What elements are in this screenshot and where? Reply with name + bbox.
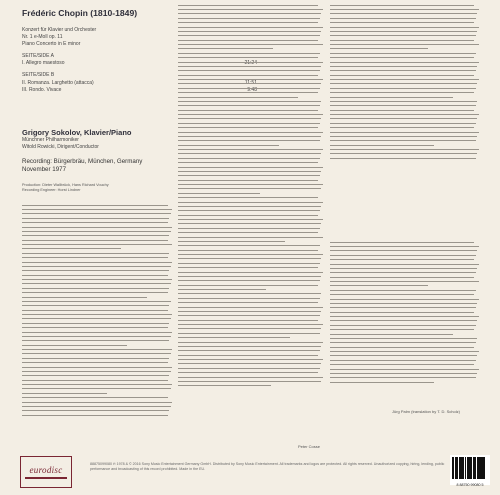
text-line — [22, 270, 169, 273]
barcode — [450, 455, 490, 485]
text-line — [330, 369, 479, 372]
text-line — [178, 27, 323, 30]
side-b-label: SEITE/SIDE B — [22, 72, 55, 79]
text-line — [22, 367, 172, 370]
text-line — [178, 355, 318, 358]
text-line — [178, 381, 321, 384]
text-line — [178, 258, 321, 261]
recording-location: Recording: Bürgerbräu, München, Germany — [22, 158, 143, 165]
text-line — [330, 320, 477, 323]
text-line — [22, 262, 172, 265]
track-time: 11:51 — [244, 79, 257, 86]
text-line — [22, 345, 127, 348]
text-line — [330, 31, 477, 34]
text-line — [178, 285, 318, 288]
text-line — [330, 259, 474, 262]
text-line — [178, 35, 320, 38]
text-line — [178, 241, 285, 244]
text-line — [22, 222, 168, 225]
text-line — [178, 368, 320, 371]
text-line — [178, 237, 323, 240]
text-line — [22, 209, 172, 212]
text-line — [330, 351, 479, 354]
text-line — [22, 358, 169, 361]
text-line — [330, 35, 476, 38]
text-line — [330, 342, 476, 345]
text-line — [178, 263, 320, 266]
text-line — [22, 257, 168, 260]
text-line — [330, 347, 474, 350]
text-line — [330, 382, 434, 385]
text-line — [178, 188, 321, 191]
text-line — [178, 18, 320, 21]
text-line — [178, 97, 298, 100]
text-line — [22, 318, 171, 321]
work-line: Piano Concerto in E minor — [22, 41, 81, 47]
text-line — [178, 175, 320, 178]
text-line — [178, 307, 323, 310]
text-line — [178, 267, 318, 270]
text-line — [22, 397, 168, 400]
text-line — [22, 266, 171, 269]
text-line — [22, 248, 121, 251]
text-line — [330, 264, 479, 267]
text-line — [178, 171, 321, 174]
text-line — [330, 285, 428, 288]
text-line — [178, 359, 323, 362]
text-line — [330, 294, 474, 297]
text-line — [330, 255, 476, 258]
text-line — [330, 364, 474, 367]
text-line — [330, 127, 474, 130]
credit-line: Production: Dieter Wallbrück, Hans Richard Vouchy — [22, 183, 109, 187]
text-line — [178, 127, 318, 130]
text-line — [22, 353, 171, 356]
text-line — [330, 27, 479, 30]
text-line — [178, 145, 279, 148]
text-line — [178, 350, 320, 353]
text-line — [330, 145, 434, 148]
text-line — [22, 406, 171, 409]
barcode-bar — [484, 457, 485, 479]
barcode-number: 8 88750 99080 5 — [456, 483, 484, 487]
text-line — [178, 88, 320, 91]
track-title: II. Romanza. Larghetto (attacca) — [22, 79, 94, 86]
text-line — [330, 373, 477, 376]
track-title: III. Rondo. Vivace — [22, 86, 62, 93]
logo-wordmark: eurodisc — [29, 465, 63, 475]
text-line — [178, 48, 273, 51]
track-time: 9:48 — [247, 86, 257, 93]
text-line — [178, 289, 266, 292]
text-line — [178, 158, 320, 161]
text-line — [178, 206, 321, 209]
text-line — [178, 40, 318, 43]
text-line — [330, 118, 477, 121]
text-line — [22, 310, 168, 313]
track-time: 21:24 — [244, 60, 257, 67]
text-line — [22, 240, 168, 243]
text-line — [178, 105, 320, 108]
text-line — [330, 9, 479, 12]
text-line — [22, 332, 172, 335]
text-line — [330, 97, 453, 100]
text-line — [178, 223, 321, 226]
text-line — [178, 193, 260, 196]
text-line — [330, 18, 476, 21]
orchestra: Münchner Philharmoniker — [22, 137, 79, 143]
text-line — [330, 123, 476, 126]
text-line — [330, 281, 479, 284]
text-line — [178, 298, 320, 301]
translator-credit: Peter Cosse — [298, 444, 321, 449]
text-line — [178, 320, 318, 323]
side-a-label: SEITE/SIDE A — [22, 53, 54, 59]
text-line — [178, 333, 320, 336]
text-line — [330, 62, 479, 65]
text-line — [178, 245, 320, 248]
text-line — [330, 355, 477, 358]
text-line — [22, 227, 172, 230]
text-line — [330, 101, 477, 104]
recording-info — [22, 158, 174, 174]
text-line — [22, 253, 169, 256]
text-line — [330, 114, 479, 117]
track-title: I. Allegro maestoso — [22, 60, 65, 67]
text-line — [330, 83, 477, 86]
text-line — [330, 299, 479, 302]
text-line — [178, 44, 323, 47]
text-line — [330, 88, 476, 91]
text-line — [178, 385, 271, 388]
text-line — [178, 272, 323, 275]
text-line — [330, 242, 474, 245]
text-line — [330, 268, 477, 271]
translator-credit-en: Jürg Palm (translation by T. D. Scholz) — [392, 409, 460, 414]
text-line — [22, 410, 169, 413]
text-line — [178, 118, 321, 121]
text-line — [178, 162, 318, 165]
text-line — [178, 101, 321, 104]
text-line — [330, 153, 477, 156]
text-line — [22, 235, 169, 238]
text-line — [330, 360, 476, 363]
text-line — [178, 5, 318, 8]
text-line — [178, 66, 321, 69]
text-line — [178, 184, 323, 187]
text-line — [330, 246, 479, 249]
text-line — [330, 53, 476, 56]
text-line — [178, 363, 321, 366]
text-line — [330, 75, 474, 78]
text-line — [178, 293, 321, 296]
performers — [22, 128, 174, 150]
text-line — [178, 110, 318, 113]
text-line — [178, 180, 318, 183]
text-line — [178, 202, 323, 205]
catalog-number: 88875099080 — [90, 462, 112, 466]
text-line — [22, 297, 147, 300]
text-line — [330, 303, 477, 306]
text-line — [22, 327, 168, 330]
liner-notes-german-2 — [178, 3, 324, 443]
text-line — [22, 231, 171, 234]
text-line — [178, 324, 323, 327]
text-line — [330, 158, 476, 161]
text-line — [178, 311, 321, 314]
text-line — [178, 9, 323, 12]
text-line — [330, 44, 479, 47]
text-line — [330, 48, 428, 51]
soloist: Grigory Sokolov, Klavier/Piano — [22, 128, 132, 137]
text-line — [330, 132, 479, 135]
text-line — [22, 362, 168, 365]
liner-notes-english-2 — [330, 240, 480, 408]
text-line — [330, 22, 474, 25]
text-line — [178, 123, 320, 126]
text-line — [178, 315, 320, 318]
text-line — [22, 244, 172, 247]
text-line — [330, 105, 476, 108]
text-line — [22, 402, 172, 405]
text-line — [178, 31, 321, 34]
copyright-footer — [90, 462, 450, 471]
text-line — [330, 334, 453, 337]
text-line — [178, 57, 318, 60]
text-line — [178, 79, 323, 82]
text-line — [22, 384, 172, 387]
text-line — [330, 136, 477, 139]
liner-notes-english-1 — [330, 3, 480, 183]
text-line — [178, 153, 321, 156]
text-line — [22, 218, 169, 221]
text-line — [330, 92, 474, 95]
work-line: Konzert für Klavier und Orchester — [22, 27, 97, 33]
text-line — [330, 57, 474, 60]
eurodisc-logo — [20, 456, 72, 488]
text-line — [178, 250, 318, 253]
production-credits — [22, 183, 174, 193]
text-line — [330, 377, 476, 380]
text-line — [178, 210, 320, 213]
text-line — [178, 75, 318, 78]
conductor: Witold Rowicki, Dirigent/Conductor — [22, 143, 99, 150]
text-line — [22, 336, 171, 339]
text-line — [178, 276, 321, 279]
text-line — [178, 197, 318, 200]
text-line — [178, 232, 318, 235]
text-line — [330, 5, 474, 8]
text-line — [178, 136, 321, 139]
text-line — [22, 349, 172, 352]
text-line — [178, 342, 323, 345]
text-line — [22, 380, 168, 383]
text-line — [178, 140, 320, 143]
copyright-text: ℗ 1978 & © 2016 Sony Music Entertainment Germany GmbH. Distributed by Sony Music Entertainment. All trademarks and logos are protected. All rights reserved. Unauthorized copying, hiring, lending, public performance and broadcasting of this record prohibited. Made in the EU. — [90, 462, 445, 471]
text-line — [330, 79, 479, 82]
text-line — [330, 66, 477, 69]
text-line — [22, 288, 169, 291]
text-line — [22, 292, 168, 295]
work-line: Nr. 1 e-Moll op. 11 — [22, 34, 63, 40]
text-line — [330, 329, 474, 332]
text-line — [22, 205, 168, 208]
text-line — [22, 314, 172, 317]
text-line — [178, 254, 323, 257]
text-line — [178, 53, 320, 56]
text-line — [22, 340, 169, 343]
text-line — [178, 346, 321, 349]
composer-title: Frédéric Chopin (1810-1849) — [22, 8, 138, 18]
text-line — [330, 250, 477, 253]
text-line — [330, 338, 477, 341]
text-line — [22, 375, 169, 378]
text-line — [22, 275, 168, 278]
text-line — [330, 140, 476, 143]
text-line — [178, 13, 321, 16]
text-line — [178, 149, 323, 152]
text-line — [22, 213, 171, 216]
text-line — [22, 393, 107, 396]
text-line — [178, 92, 318, 95]
text-line — [330, 316, 479, 319]
text-line — [178, 302, 318, 305]
text-line — [178, 114, 323, 117]
text-line — [178, 83, 321, 86]
text-line — [178, 62, 323, 65]
text-line — [178, 219, 323, 222]
text-line — [330, 13, 477, 16]
credit-line: Recording Engineer: Horst Lindner — [22, 188, 81, 192]
text-line — [178, 372, 318, 375]
text-line — [178, 22, 318, 25]
text-line — [330, 277, 474, 280]
text-line — [330, 70, 476, 73]
text-line — [22, 283, 171, 286]
text-line — [22, 371, 171, 374]
text-line — [330, 272, 476, 275]
text-line — [22, 415, 168, 418]
text-line — [330, 307, 476, 310]
text-line — [330, 149, 479, 152]
text-line — [330, 110, 474, 113]
text-line — [22, 301, 171, 304]
work-title — [22, 27, 96, 48]
text-line — [178, 328, 321, 331]
text-line — [22, 305, 169, 308]
text-line — [22, 388, 171, 391]
text-line — [22, 279, 172, 282]
text-line — [178, 132, 323, 135]
text-line — [330, 40, 474, 43]
text-line — [178, 377, 323, 380]
recording-date: November 1977 — [22, 166, 67, 173]
text-line — [178, 280, 320, 283]
text-line — [178, 228, 320, 231]
text-line — [178, 215, 318, 218]
text-line — [178, 167, 323, 170]
text-line — [330, 312, 474, 315]
text-line — [22, 323, 169, 326]
liner-notes-german-1 — [22, 203, 174, 448]
text-line — [178, 70, 320, 73]
text-line — [330, 325, 476, 328]
text-line — [330, 290, 476, 293]
text-line — [178, 337, 290, 340]
